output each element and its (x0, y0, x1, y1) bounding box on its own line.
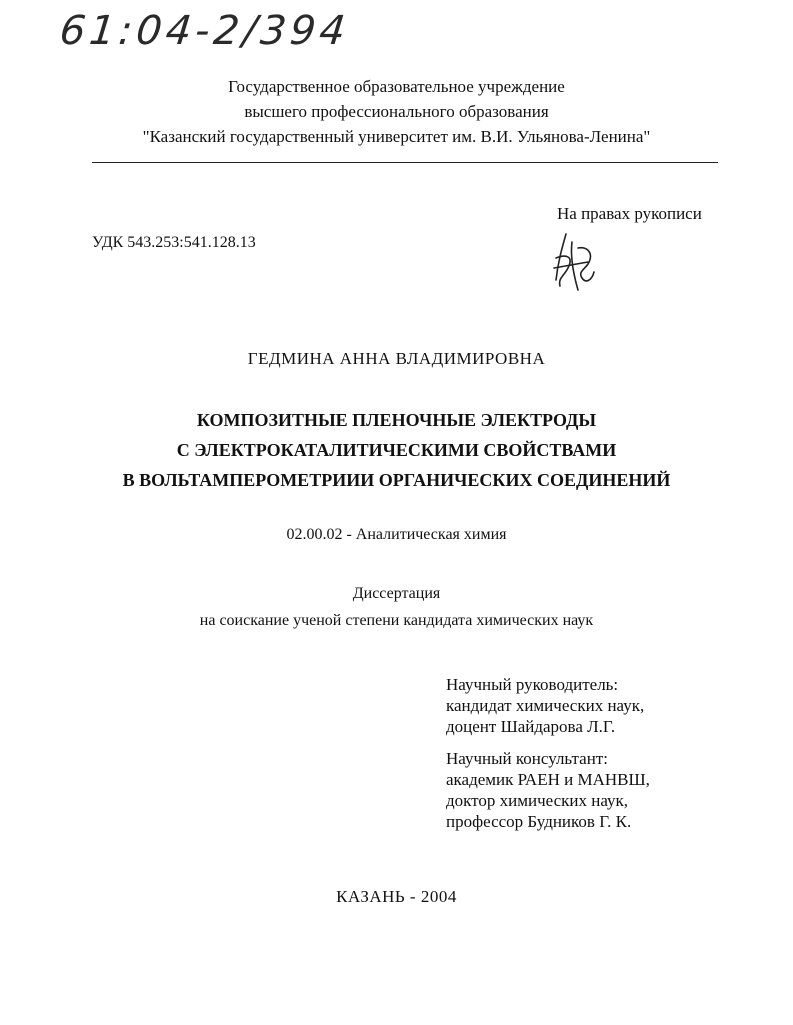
author-name: ГЕДМИНА АННА ВЛАДИМИРОВНА (247, 349, 546, 368)
manuscript-note: На правах рукописи (557, 204, 702, 223)
consultant-block (446, 748, 650, 832)
supervisor-line: Научный руководитель: (446, 675, 619, 694)
institution-line: высшего профессионального образования (244, 102, 549, 121)
signature-icon (548, 228, 600, 294)
title-line: КОМПОЗИТНЫЕ ПЛЕНОЧНЫЕ ЭЛЕКТРОДЫ (196, 410, 597, 430)
udk-code: УДК 543.253:541.128.13 (92, 234, 256, 251)
consultant-line: Научный консультант: (446, 749, 608, 768)
institution-line: Государственное образовательное учреждение (228, 77, 565, 96)
city-year: КАЗАНЬ - 2004 (336, 887, 457, 906)
header-divider (92, 162, 718, 163)
title-line: С ЭЛЕКТРОКАТАЛИТИЧЕСКИМИ СВОЙСТВАМИ (176, 440, 617, 460)
dissertation-heading: Диссертация (352, 585, 441, 602)
supervisor-line: доцент Шайдарова Л.Г. (446, 717, 616, 736)
consultant-line: профессор Будников Г. К. (446, 812, 632, 831)
title-line: В ВОЛЬТАМПЕРОМЕТРИИИ ОРГАНИЧЕСКИХ СОЕДИНЕНИЙ (122, 470, 671, 490)
dissertation-subtitle: на соискание ученой степени кандидата химических наук (199, 612, 594, 629)
consultant-line: академик РАЕН и МАНВШ, (446, 770, 650, 789)
institution-line: "Казанский государственный университет им. В.И. Ульянова-Ленина" (142, 127, 651, 146)
supervisor-block (446, 674, 644, 737)
archive-stamp-number: 61:04-2/394 (57, 8, 352, 54)
institution-header (0, 74, 793, 149)
dissertation-title (0, 405, 793, 495)
consultant-line: доктор химических наук, (446, 791, 629, 810)
specialty: 02.00.02 - Аналитическая химия (286, 526, 507, 543)
supervisor-line: кандидат химических наук, (446, 696, 645, 715)
